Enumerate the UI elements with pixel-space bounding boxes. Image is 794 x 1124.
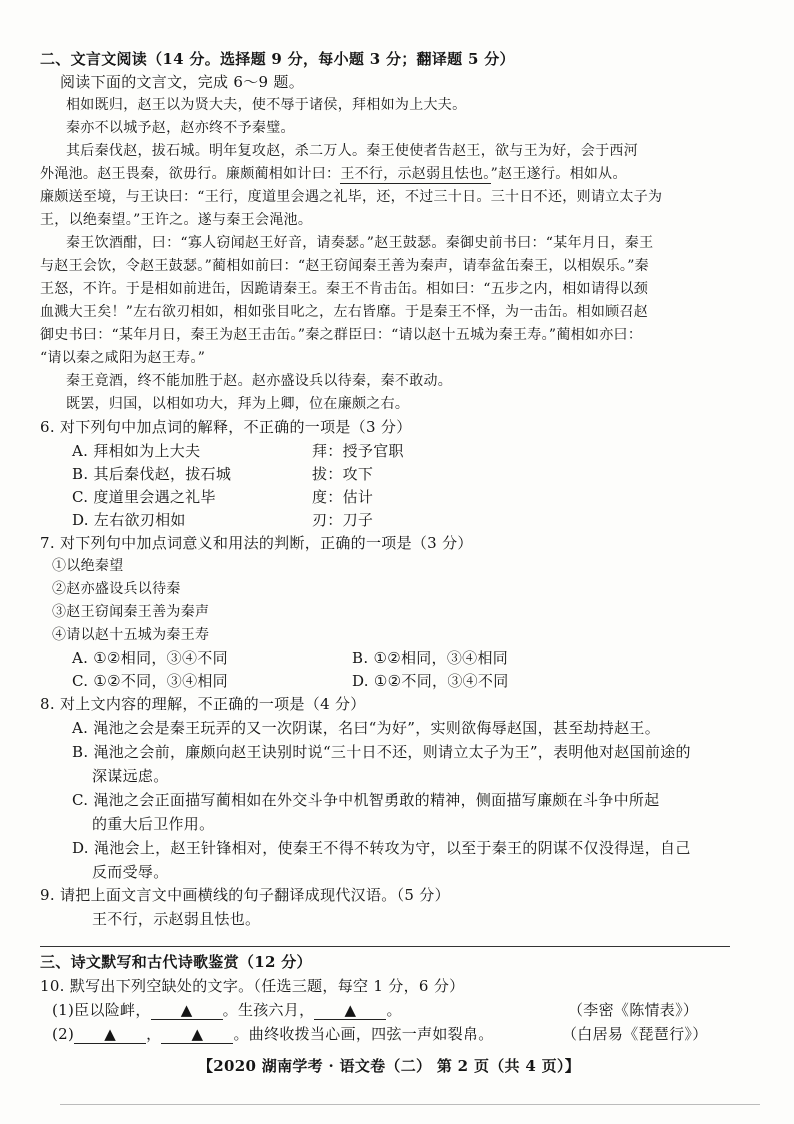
q8-stem: 8. 对上文内容的理解，不正确的一项是（4 分） <box>40 695 366 713</box>
passage-line: 其后秦伐赵，拔石城。明年复攻赵，杀二万人。秦王使使者告赵王，欲与王为好，会于西河 <box>66 143 638 159</box>
passage-line: 王，以绝秦望。”王许之。遂与秦王会渑池。 <box>40 212 313 228</box>
q10-stem: 10. 默写出下列空缺处的文字。（任选三题，每空 1 分，6 分） <box>40 977 465 995</box>
q7-item: ①以绝秦望 <box>52 558 124 574</box>
q7-option-d: D. ①②不同，③④不同 <box>352 672 509 690</box>
answer-blank[interactable]: ▲ <box>161 1025 233 1044</box>
q7-option-b: B. ①②相同，③④相同 <box>352 649 509 667</box>
q10-item2-source: （白居易《琵琶行》） <box>562 1025 708 1043</box>
q7-option-c: C. ①②不同，③④相同 <box>72 672 228 690</box>
q6-stem: 6. 对下列句中加点词的解释，不正确的一项是（3 分） <box>40 418 412 436</box>
section3-heading: 三、诗文默写和古代诗歌鉴赏（12 分） <box>40 953 312 971</box>
q10-text: ， <box>146 1025 162 1043</box>
q8-option-a: A. 渑池之会是秦王玩弄的又一次阴谋，名曰“为好”，实则欲侮辱赵国，甚至劫持赵王。 <box>72 719 661 737</box>
q10-item2 <box>52 1025 494 1044</box>
q8-option-b: B. 渑池之会前，廉颇向赵王诀别时说“三十日不还，则请立太子为王”，表明他对赵国前途的 <box>72 743 691 761</box>
q8-option-d-cont: 反而受辱。 <box>92 863 169 881</box>
q10-text: 。 <box>386 1001 402 1019</box>
q7-option-a: A. ①②相同，③④不同 <box>72 649 228 667</box>
q6-option-c: C. 度道里会遇之礼毕 <box>72 488 216 506</box>
q6-gloss-a: 拜：授予官职 <box>312 442 404 460</box>
passage-line: “请以秦之咸阳为赵王寿。” <box>40 350 206 366</box>
q7-stem: 7. 对下列句中加点词意义和用法的判断，正确的一项是（3 分） <box>40 534 473 552</box>
q6-gloss-c: 度：估计 <box>312 488 374 506</box>
q9-sentence: 王不行，示赵弱且怯也。 <box>92 910 261 928</box>
passage-line: 秦王竟酒，终不能加胜于赵。赵亦盛设兵以待秦，秦不敢动。 <box>66 373 453 389</box>
q10-text: 。曲终收拨当心画，四弦一声如裂帛。 <box>233 1025 494 1043</box>
q6-option-b: B. 其后秦伐赵，拔石城 <box>72 465 232 483</box>
q6-gloss-b: 拔：攻下 <box>312 465 374 483</box>
section2-heading: 二、文言文阅读（14 分。选择题 9 分，每小题 3 分；翻译题 5 分） <box>40 50 515 68</box>
q8-option-c: C. 渑池之会正面描写蔺相如在外交斗争中机智勇敢的精神，侧面描写廉颇在斗争中所起 <box>72 791 660 809</box>
passage-line: 血溅大王矣！”左右欲刃相如，相如张目叱之，左右皆靡。于是秦王不怿，为一击缶。相如顾召赵 <box>40 304 649 320</box>
q8-option-d: D. 渑池会上，赵王针锋相对，使秦王不得不转攻为守，以至于秦王的阴谋不仅没得逞，自己 <box>72 839 691 857</box>
section-divider <box>40 946 730 947</box>
answer-blank[interactable]: ▲ <box>151 1001 223 1020</box>
instruction: 阅读下面的文言文，完成 6～9 题。 <box>60 73 305 91</box>
q6-gloss-d: 刃：刀子 <box>312 511 374 529</box>
underlined-sentence: 王不行，示赵弱且怯也。 <box>340 166 491 182</box>
q10-text: (1)臣以险衅， <box>52 1001 151 1019</box>
q7-item: ②赵亦盛设兵以待秦 <box>52 581 181 597</box>
passage-line: 秦亦不以城予赵，赵亦终不予秦璧。 <box>66 120 295 136</box>
passage-line: 秦王饮酒酣，曰：“寡人窃闻赵王好音，请奏瑟。”赵王鼓瑟。秦御史前书曰：“某年月日，秦王 <box>66 235 654 251</box>
q10-text: 。生孩六月， <box>222 1001 315 1019</box>
q6-option-a: A. 拜相如为上大夫 <box>72 442 201 460</box>
q8-option-b-cont: 深谋远虑。 <box>92 767 169 785</box>
bottom-edge-line <box>60 1104 760 1105</box>
page-footer: 【2020 湖南学考 · 语文卷（二） 第 2 页（共 4 页）】 <box>198 1057 581 1075</box>
passage-line: 相如既归，赵王以为贤大夫，使不辱于诸侯，拜相如为上大夫。 <box>66 97 467 113</box>
q10-item1-source: （李密《陈情表》） <box>568 1001 699 1019</box>
q10-text: (2) <box>52 1025 75 1043</box>
answer-blank[interactable]: ▲ <box>314 1001 386 1020</box>
passage-text: 外渑池。赵王畏秦，欲毋行。廉颇蔺相如计曰： <box>40 166 341 182</box>
passage-line: 与赵王会饮，令赵王鼓瑟。”蔺相如前曰：“赵王窃闻秦王善为秦声，请奉盆缶秦王，以相娱乐。”秦 <box>40 258 649 274</box>
passage-line: 王怒，不许。于是相如前进缶，因跪请秦王。秦王不肯击缶。相如曰：“五步之内，相如请得以颈 <box>40 281 649 297</box>
passage-line <box>40 165 627 183</box>
answer-blank[interactable]: ▲ <box>74 1025 146 1044</box>
q6-option-d: D. 左右欲刃相如 <box>72 511 186 529</box>
passage-line: 既罢，归国，以相如功大，拜为上卿，位在廉颇之右。 <box>66 396 410 412</box>
passage-text: ”赵王遂行。相如从。 <box>490 166 627 182</box>
q8-option-c-cont: 的重大后卫作用。 <box>92 815 215 833</box>
q10-item1 <box>52 1001 402 1020</box>
passage-line: 御史书曰：“某年月日，秦王为赵王击缶。”秦之群臣曰：“请以赵十五城为秦王寿。”蔺相如亦曰： <box>40 327 643 343</box>
q9-stem: 9. 请把上面文言文中画横线的句子翻译成现代汉语。（5 分） <box>40 886 450 904</box>
q7-item: ④请以赵十五城为秦王寿 <box>52 627 210 643</box>
q7-item: ③赵王窃闻秦王善为秦声 <box>52 604 210 620</box>
passage-line: 廉颇送至境，与王诀曰：“王行，度道里会遇之礼毕，还，不过三十日。三十日不还，则请立太子为 <box>40 189 663 205</box>
